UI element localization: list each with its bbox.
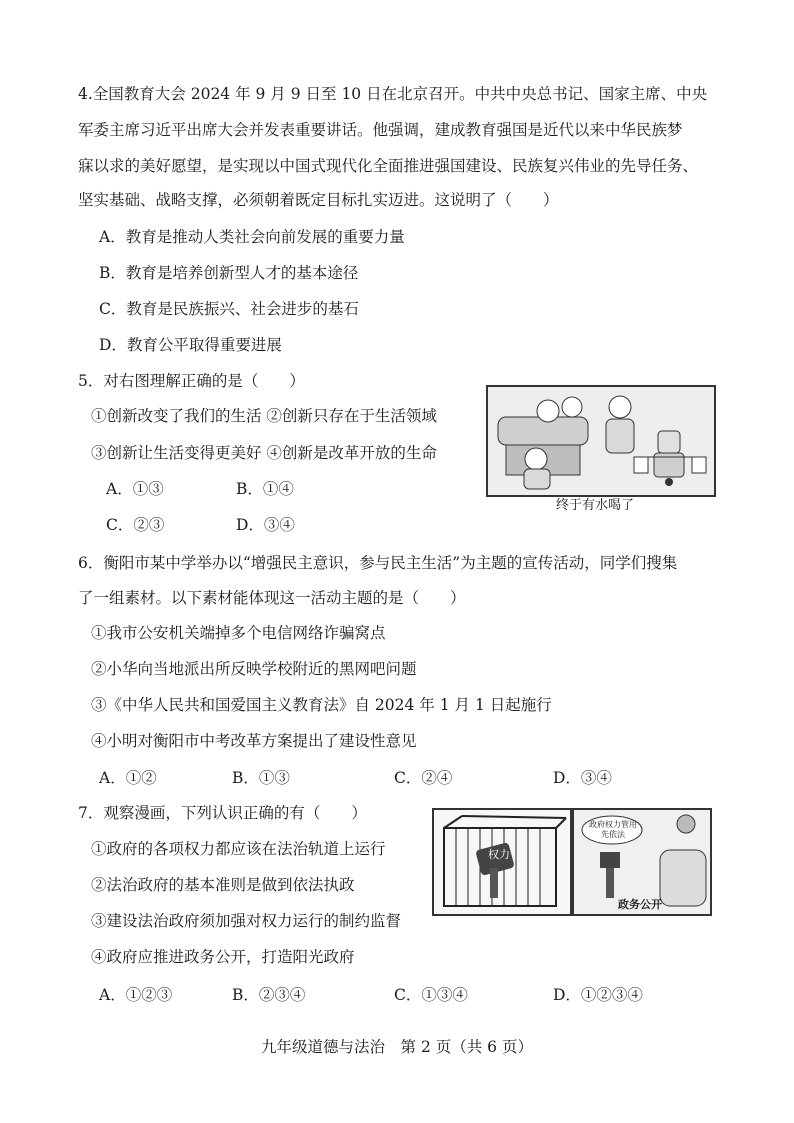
q4-line-1: 4.全国教育大会 2024 年 9 月 9 日至 10 日在北京召开。中共中央总书记、国家主席、中央 <box>78 85 708 103</box>
q5-cartoon-image <box>486 385 716 497</box>
q7-item-1: ①政府的各项权力都应该在法治轨道上运行 <box>91 840 386 858</box>
q5-option-c: C．②③ <box>106 516 165 534</box>
q4-option-b: B．教育是培养创新型人才的基本途径 <box>99 264 359 282</box>
q7-option-c: C．①③④ <box>394 986 468 1004</box>
caged-power-illustration <box>434 810 570 914</box>
q6-item-1: ①我市公安机关端掉多个电信网络诈骗窝点 <box>91 624 386 642</box>
q7-cartoon-cage-panel <box>432 808 572 916</box>
q6-line-2: 了一组素材。以下素材能体现这一活动主题的是（ ） <box>78 589 466 607</box>
q7-banner-text: 政务公开 <box>618 898 662 911</box>
q5-item-line-1: ①创新改变了我们的生活 ②创新只存在于生活领域 <box>91 407 437 425</box>
q7-cartoon-open-panel <box>572 808 712 916</box>
q4-option-c: C．教育是民族振兴、社会进步的基石 <box>99 300 359 318</box>
q4-option-d: D．教育公平取得重要进展 <box>99 336 282 354</box>
q7-speech-bubble: 政府权力管用先依法 <box>589 820 637 839</box>
q5-stem: 5．对右图理解正确的是（ ） <box>78 372 305 390</box>
q4-line-3: 寐以求的美好愿望，是实现以中国式现代化全面推进强国建设、民族复兴伟业的先导任务、 <box>78 157 699 175</box>
q6-option-d: D．③④ <box>553 769 612 787</box>
q5-cartoon-caption: 终于有水喝了 <box>556 498 635 513</box>
q6-item-2: ②小华向当地派出所反映学校附近的黑网吧问题 <box>91 660 417 678</box>
q7-item-2: ②法治政府的基本准则是做到依法执政 <box>91 876 355 894</box>
q5-option-d: D．③④ <box>236 516 295 534</box>
innovation-cartoon-illustration <box>488 387 714 495</box>
q7-option-b: B．②③④ <box>232 986 306 1004</box>
q5-item-line-2: ③创新让生活变得更美好 ④创新是改革开放的生命 <box>91 444 437 462</box>
q5-option-a: A．①③ <box>106 480 164 498</box>
q7-hammer-label: 权力 <box>488 848 510 861</box>
q6-option-a: A．①② <box>99 769 157 787</box>
q7-stem: 7．观察漫画，下列认识正确的有（ ） <box>78 804 367 822</box>
q6-item-4: ④小明对衡阳市中考改革方案提出了建设性意见 <box>91 732 417 750</box>
q6-item-3: ③《中华人民共和国爱国主义教育法》自 2024 年 1 月 1 日起施行 <box>91 696 552 714</box>
q7-item-3: ③建设法治政府须加强对权力运行的制约监督 <box>91 912 402 930</box>
q6-line-1: 6．衡阳市某中学举办以“增强民主意识，参与民主生活”为主题的宣传活动，同学们搜集 <box>78 554 678 572</box>
q4-line-2: 军委主席习近平出席大会并发表重要讲话。他强调，建成教育强国是近代以来中华民族梦 <box>78 121 683 139</box>
q5-option-b: B．①④ <box>236 480 294 498</box>
q7-option-d: D．①②③④ <box>553 986 643 1004</box>
q7-option-a: A．①②③ <box>99 986 173 1004</box>
page-footer: 九年级道德与法治 第 2 页（共 6 页） <box>261 1038 533 1056</box>
q4-line-4: 坚实基础、战略支撑，必须朝着既定目标扎实迈进。这说明了（ ） <box>78 191 559 209</box>
q6-option-c: C．②④ <box>394 769 453 787</box>
q6-option-b: B．①③ <box>232 769 290 787</box>
q4-option-a: A．教育是推动人类社会向前发展的重要力量 <box>99 228 405 246</box>
q7-item-4: ④政府应推进政务公开，打造阳光政府 <box>91 948 355 966</box>
